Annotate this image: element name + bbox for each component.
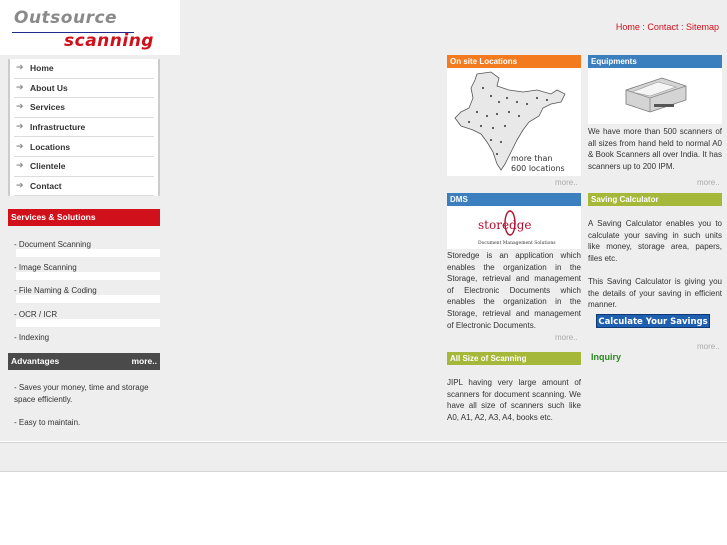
dms-more-link[interactable]: more..	[555, 333, 578, 342]
india-map-image[interactable]	[447, 68, 581, 176]
arrow-right-icon: ➔	[16, 122, 24, 133]
nav-item-label: Clientele	[30, 161, 66, 172]
locations-more-link[interactable]: more..	[555, 178, 578, 187]
row-divider	[16, 249, 160, 257]
saving-calculator-text-1: A Saving Calculator enables you to calculate your saving in such units like money, storage area, papers, files etc.	[588, 219, 722, 263]
logo[interactable]	[0, 0, 180, 55]
nav-item-home[interactable]	[14, 59, 154, 79]
service-label: - File Naming & Coding	[14, 286, 97, 295]
storedge-logo-text: storedge	[478, 218, 532, 232]
main-nav	[8, 59, 160, 196]
logo-line-1: Outsource	[14, 8, 118, 28]
calculate-savings-button[interactable]: Calculate Your Savings	[596, 314, 710, 328]
top-link-contact[interactable]: Contact	[647, 22, 679, 32]
storedge-logo-subtitle: Document Management Solutions	[478, 241, 556, 246]
service-link[interactable]	[8, 328, 160, 352]
service-label: - Image Scanning	[14, 263, 77, 272]
advantages-more-link[interactable]: more..	[131, 356, 157, 366]
all-sizes-text: JIPL having very large amount of scanners for document scanning. We have all size of scanners such like A0, A1, A2, A3, A4, books etc.	[447, 378, 581, 422]
top-link-separator: :	[678, 22, 686, 32]
advantages-title: Advantages	[11, 356, 60, 366]
dms-header: DMS	[447, 193, 581, 206]
top-link-home[interactable]: Home	[615, 22, 640, 32]
arrow-right-icon: ➔	[16, 180, 24, 191]
service-label: - OCR / ICR	[14, 310, 58, 319]
nav-item-label: Home	[30, 63, 54, 74]
service-link[interactable]	[8, 305, 160, 329]
nav-item-label: Contact	[30, 180, 62, 191]
dms-text: Storedge is an application which enables the organization in the Storage, retrieval and management of Electronic Documents which enables the organization in the Storage, retrieval and management of Electronic Documents.	[447, 251, 581, 330]
map-caption	[511, 154, 565, 174]
storedge-swirl-icon	[503, 208, 517, 238]
advantage-item: - Saves your money, time and storage space efficiently.	[14, 383, 149, 404]
nav-item-infrastructure[interactable]	[14, 118, 154, 138]
equipments-text: We have more than 500 scanners of all sizes from hand held to normal A0 & Book Scanners all over India. It has scanners up to 200 IPM.	[588, 127, 722, 171]
row-divider	[16, 319, 160, 327]
services-header: Services & Solutions	[8, 209, 160, 226]
saving-more-link[interactable]: more..	[697, 342, 720, 351]
arrow-right-icon: ➔	[16, 102, 24, 113]
service-label: - Document Scanning	[14, 240, 91, 249]
nav-item-label: Services	[30, 102, 65, 113]
equipments-more-link[interactable]: more..	[697, 178, 720, 187]
service-link[interactable]	[8, 281, 160, 305]
nav-item-locations[interactable]	[14, 137, 154, 157]
top-link-separator: :	[639, 22, 648, 32]
arrow-right-icon: ➔	[16, 63, 24, 74]
advantages-header	[8, 353, 160, 370]
arrow-right-icon: ➔	[16, 161, 24, 172]
service-link[interactable]	[8, 258, 160, 282]
nav-item-label: About Us	[30, 82, 68, 93]
inquiry-link[interactable]: Inquiry	[591, 352, 622, 362]
map-caption-line-2: 600 locations	[511, 164, 565, 173]
nav-item-label: Infrastructure	[30, 122, 86, 133]
locations-header: On site Locations	[447, 55, 581, 68]
scanner-image[interactable]	[588, 68, 722, 124]
top-link-sitemap[interactable]: Sitemap	[685, 22, 719, 32]
saving-calculator-header: Saving Calculator	[588, 193, 722, 206]
top-links	[616, 22, 719, 32]
all-sizes-header: All Size of Scanning	[447, 352, 581, 365]
saving-calculator-text-2: This Saving Calculator is giving you the details of your saving in efficient manner.	[588, 277, 722, 310]
nav-item-about-us[interactable]	[14, 79, 154, 99]
nav-item-label: Locations	[30, 141, 71, 152]
service-link[interactable]	[8, 235, 160, 259]
nav-item-clientele[interactable]	[14, 157, 154, 177]
footer-bar	[0, 442, 727, 472]
logo-line-2: scanning	[64, 31, 154, 51]
arrow-right-icon: ➔	[16, 82, 24, 93]
arrow-right-icon: ➔	[16, 141, 24, 152]
equipments-header: Equipments	[588, 55, 722, 68]
advantage-item: - Easy to maintain.	[14, 418, 81, 427]
map-caption-line-1: more than	[511, 154, 553, 163]
scanner-icon	[588, 68, 722, 124]
service-label: - Indexing	[14, 333, 50, 342]
storedge-logo[interactable]	[447, 206, 581, 249]
row-divider	[16, 272, 160, 280]
nav-item-contact[interactable]	[14, 177, 154, 197]
row-divider	[16, 295, 160, 303]
nav-item-services[interactable]	[14, 98, 154, 118]
